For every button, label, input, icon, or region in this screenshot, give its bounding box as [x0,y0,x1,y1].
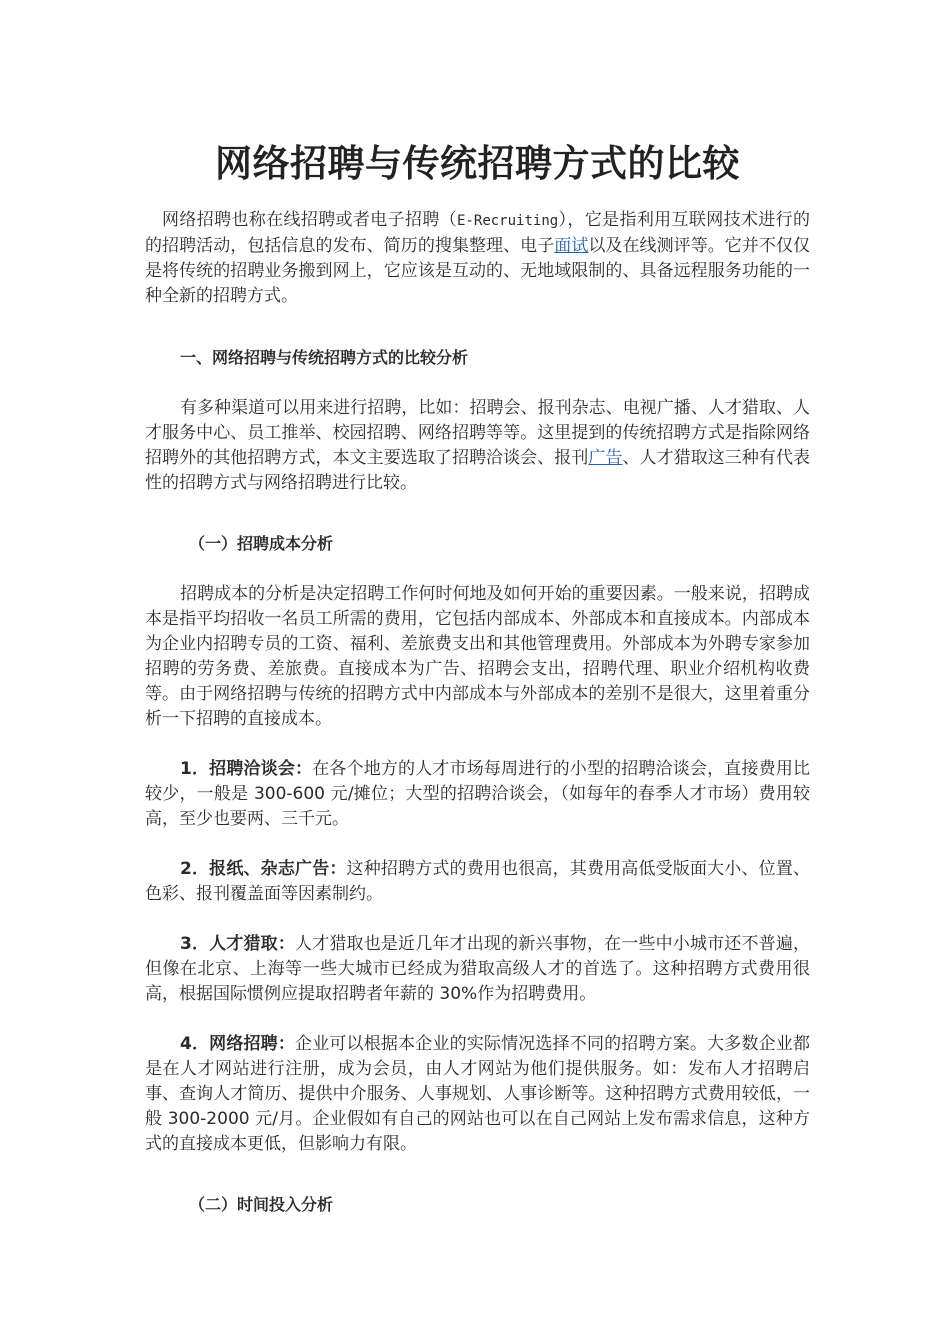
cost-item-3 [145,932,810,1007]
section1-text-2: 、人才猎取这三种有代表性的招聘方式与网络招聘进行比较。 [145,448,811,493]
cost-item-lead: 2．报纸、杂志广告： [180,859,347,879]
section-heading-comparison: 一、网络招聘与传统招聘方式的比较分析 [180,348,469,367]
document-body [145,138,810,1217]
document-title: 网络招聘与传统招聘方式的比较 [215,142,740,185]
cost-paragraph: 招聘成本的分析是决定招聘工作何时何地及如何开始的重要因素。一般来说，招聘成本是指平均招收一名员工所需的费用，它包括内部成本、外部成本和直接成本。内部成本为企业内招聘专员的工资、福利、差旅费支出和其他管理费用。外部成本为外聘专家参加招聘的劳务费、差旅费。直接成本为广告、招聘会支出，招聘代理、职业介绍机构收费等。由于网络招聘与传统的招聘方式中内部成本与外部成本的差别不是很大，这里着重分析一下招聘的直接成本。 [145,584,810,729]
cost-item-lead: 4．网络招聘： [180,1034,296,1054]
subsection-heading-time: （二）时间投入分析 [189,1195,334,1214]
intro-text-3: 以及在线测评等。它并不仅仅是将传统的招聘业务搬到网上，它应该是互动的、无地域限制的、具备远程服务功能的一种全新的招聘方式。 [145,236,811,306]
cost-item-lead: 1．招聘洽谈会： [180,759,313,779]
intro-term: E-Recruiting [457,213,559,229]
section1-paragraph [145,396,810,496]
intro-text-1: 网络招聘也称在线招聘或者电子招聘（ [162,210,458,230]
intro-paragraph [145,208,810,309]
advertisement-link[interactable]: 广告 [588,448,623,468]
cost-item-text: 人才猎取也是近几年才出现的新兴事物，在一些中小城市还不普遍，但像在北京、上海等一些大城市已经成为猎取高级人才的首选了。这种招聘方式费用很高，根据国际惯例应提取招聘者年薪的 30%作为招聘费用。 [145,934,810,1004]
cost-item-lead: 3．人才猎取： [180,934,296,954]
cost-item-2 [145,857,810,907]
cost-item-text: 企业可以根据本企业的实际情况选择不同的招聘方案。大多数企业都是在人才网站进行注册，成为会员，由人才网站为他们提供服务。如：发布人才招聘启事、查询人才简历、提供中介服务、人事规划、人事诊断等。这种招聘方式费用较低，一般 300-2000 元/月。企业假如有自己的网站也可以在自己网站上发布需求信息，这种方式的直接成本更低，但影响力有限。 [145,1034,810,1154]
intro-text-2: ），它是指利用互联网技术进行的的招聘活动，包括信息的发布、简历的搜集整理、电子 [145,210,811,256]
subsection-heading-cost: （一）招聘成本分析 [189,534,334,553]
cost-item-text: 在各个地方的人才市场每周进行的小型的招聘洽谈会，直接费用比较少，一般是 300-600 元/摊位；大型的招聘洽谈会，（如每年的春季人才市场）费用较高，至少也要两、三千元。 [145,759,810,829]
interview-link[interactable]: 面试 [554,236,589,256]
cost-item-text: 这种招聘方式的费用也很高，其费用高低受版面大小、位置、色彩、报刊覆盖面等因素制约。 [145,859,810,904]
cost-item-1 [145,757,810,832]
section1-text-1: 有多种渠道可以用来进行招聘，比如：招聘会、报刊杂志、电视广播、人才猎取、人才服务中心、员工推举、校园招聘、网络招聘等等。这里提到的传统招聘方式是指除网络招聘外的其他招聘方式，本文主要选取了招聘洽谈会、报刊 [145,398,810,468]
cost-item-4 [145,1032,810,1157]
